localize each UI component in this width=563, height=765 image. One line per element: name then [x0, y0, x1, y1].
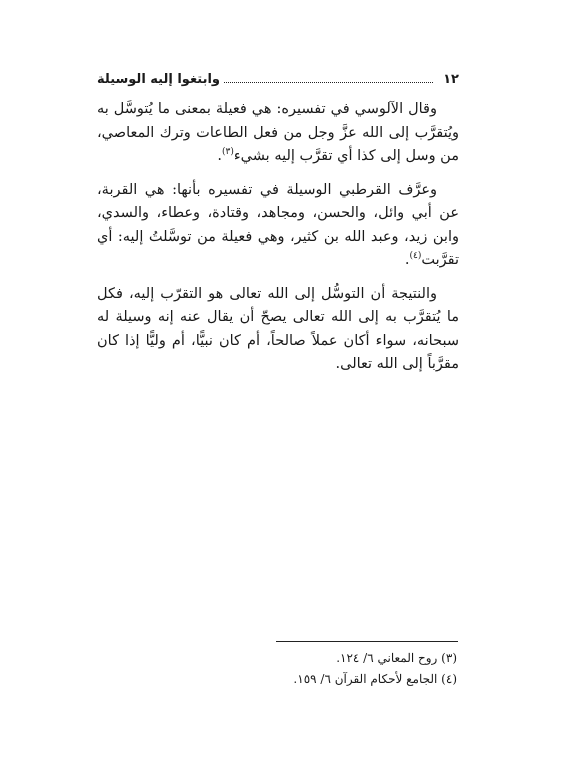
footnote-ref[interactable]: (٤)	[409, 251, 422, 262]
paragraph-tail: .	[404, 252, 410, 268]
footnote-ref[interactable]: (٣)	[221, 147, 234, 158]
main-text	[97, 98, 459, 387]
page-number: ١٢	[443, 71, 459, 87]
footnotes	[97, 648, 457, 690]
paragraph-tail: .	[217, 148, 222, 164]
paragraph-text: وعرَّف القرطبي الوسيلة في تفسيره بأنها: هي القربة، عن أبي وائل، والحسن، ومجاهد، وقتادة، وعطاء، والسدي، وابن زيد، وعبد الله بن كثير، وهي فعيلة من توسَّلتُ إليه: أي تقرَّبت	[97, 181, 459, 268]
footnote: (٤) الجامع لأحكام القرآن ٦/ ١٥٩.	[293, 672, 457, 686]
paragraph	[97, 98, 459, 169]
paragraph	[97, 179, 459, 273]
running-title: وابتغوا إليه الوسيلة	[97, 71, 221, 87]
footnote: (٣) روح المعاني ٦/ ١٢٤.	[336, 651, 457, 665]
paragraph-text: وقال الآلوسي في تفسيره: هي فعيلة بمعنى ما يُتوسَّل به ويُتقرَّب إلى الله عزَّ وجل من فعل الطاعات وترك المعاصي، من وسل إلى كذا أي تقرَّب إليه بشيء	[97, 101, 459, 164]
paragraph	[97, 283, 459, 377]
paragraph-text: والنتيجة أن التوسُّل إلى الله تعالى هو التقرّب إليه، فكل ما يُتقرَّب به إلى الله تعالى يصحّ أن يقال عنه إنه وسيلة له سبحانه، سواء أكان عملاً صالحاً، أم كان نبيًّا، أم وليًّا إذا كان مقرَّباً إلى الله تعالى.	[97, 285, 459, 372]
footnote-separator	[276, 641, 458, 642]
page-header	[97, 68, 459, 90]
header-dotted-leader	[224, 82, 433, 83]
